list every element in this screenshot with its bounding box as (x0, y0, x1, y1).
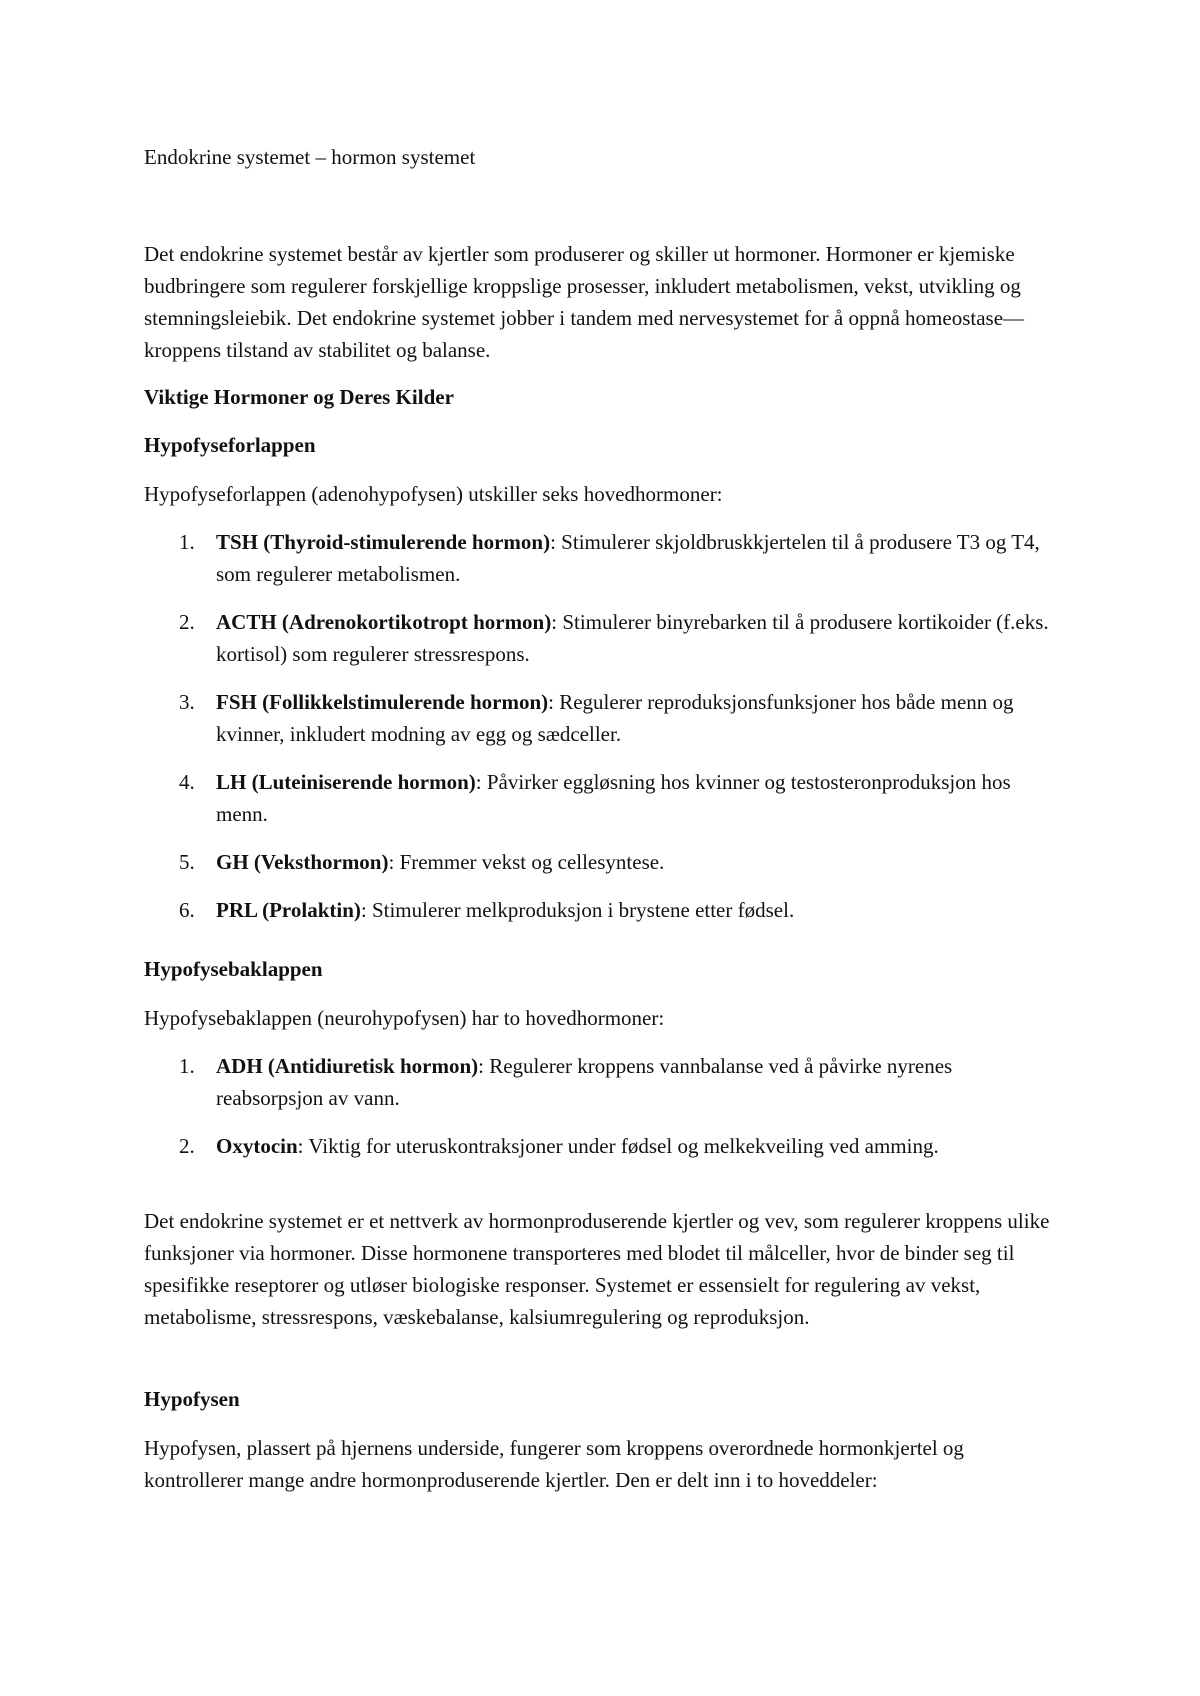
hormone-description: : Stimulerer binyrebarken til å produsere kortikoider (f.eks. kortisol) som regulerer stressrespons. (216, 610, 1049, 666)
hormone-term: ADH (Antidiuretisk hormon) (216, 1054, 479, 1078)
list-number: 4. (179, 770, 195, 794)
list-number: 2. (179, 1134, 195, 1158)
hormone-term: LH (Luteiniserende hormon) (216, 770, 476, 794)
list-number: 2. (179, 610, 195, 634)
hormone-description: : Viktig for uteruskontraksjoner under fødsel og melkekveiling ved amming. (297, 1134, 939, 1158)
hormone-description: : Regulerer kroppens vannbalanse ved å påvirke nyrenes reabsorpsjon av vann. (216, 1054, 953, 1110)
front-lobe-hormone-list (144, 526, 1064, 942)
hormone-description: : Stimulerer melkproduksjon i brystene etter fødsel. (360, 898, 795, 922)
hormone-term: TSH (Thyroid-stimulerende hormon) (216, 530, 551, 554)
hormone-term: FSH (Follikkelstimulerende hormon) (216, 690, 549, 714)
hormone-description: : Stimulerer skjoldbruskkjertelen til å produsere T3 og T4, som regulerer metabolismen. (216, 530, 1040, 586)
hypofysen-heading: Hypofysen (144, 1387, 240, 1411)
list-item (144, 606, 1064, 670)
document-title: Endokrine systemet – hormon systemet (144, 145, 476, 169)
list-item (144, 1050, 1064, 1114)
list-number: 3. (179, 690, 195, 714)
list-item (144, 526, 1064, 590)
list-number: 1. (179, 1054, 195, 1078)
hormone-description: : Regulerer reproduksjonsfunksjoner hos både menn og kvinner, inkludert modning av egg og sædceller. (216, 690, 1014, 746)
hypofysen-paragraph: Hypofysen, plassert på hjernens underside, fungerer som kroppens overordnede hormonkjertel og kontrollerer mange andre hormonproduserende kjertler. Den er delt inn i to hoveddeler: (144, 1436, 964, 1492)
list-item (144, 894, 1064, 926)
list-number: 1. (179, 530, 195, 554)
list-number: 5. (179, 850, 195, 874)
list-item (144, 1130, 1064, 1162)
list-item (144, 686, 1064, 750)
back-lobe-lead: Hypofysebaklappen (neurohypofysen) har to hovedhormoner: (144, 1006, 665, 1030)
hormone-description: : Fremmer vekst og cellesyntese. (388, 850, 665, 874)
summary-paragraph: Det endokrine systemet er et nettverk av hormonproduserende kjertler og vev, som regulerer kroppens ulike funksjoner via hormoner. Disse hormonene transporteres med blodet til målceller, hvor de binder seg til spesifikke reseptorer og utløser biologiske responser. Systemet er essensielt for regulering av vekst, metabolisme, stressrespons, væskebalanse, kalsiumregulering og reproduksjon. (144, 1209, 1050, 1329)
intro-paragraph: Det endokrine systemet består av kjertler som produserer og skiller ut hormoner. Hormoner er kjemiske budbringere som regulerer forskjellige kroppslige prosesser, inkludert metabolismen, vekst, utvikling og stemningsleiebik. Det endokrine systemet jobber i tandem med nervesystemet for å oppnå homeostase—kroppens tilstand av stabilitet og balanse. (144, 242, 1025, 362)
front-lobe-lead: Hypofyseforlappen (adenohypofysen) utskiller seks hovedhormoner: (144, 482, 723, 506)
back-lobe-heading: Hypofysebaklappen (144, 957, 323, 981)
list-number: 6. (179, 898, 195, 922)
back-lobe-hormone-list (144, 1050, 1064, 1178)
front-lobe-heading: Hypofyseforlappen (144, 433, 316, 457)
hormone-term: PRL (Prolaktin) (216, 898, 361, 922)
hormone-term: Oxytocin (216, 1134, 298, 1158)
main-heading: Viktige Hormoner og Deres Kilder (144, 385, 454, 409)
hormone-term: ACTH (Adrenokortikotropt hormon) (216, 610, 552, 634)
list-item (144, 766, 1064, 830)
hormone-description: : Påvirker eggløsning hos kvinner og testosteronproduksjon hos menn. (216, 770, 1011, 826)
hormone-term: GH (Veksthormon) (216, 850, 389, 874)
list-item (144, 846, 1064, 878)
